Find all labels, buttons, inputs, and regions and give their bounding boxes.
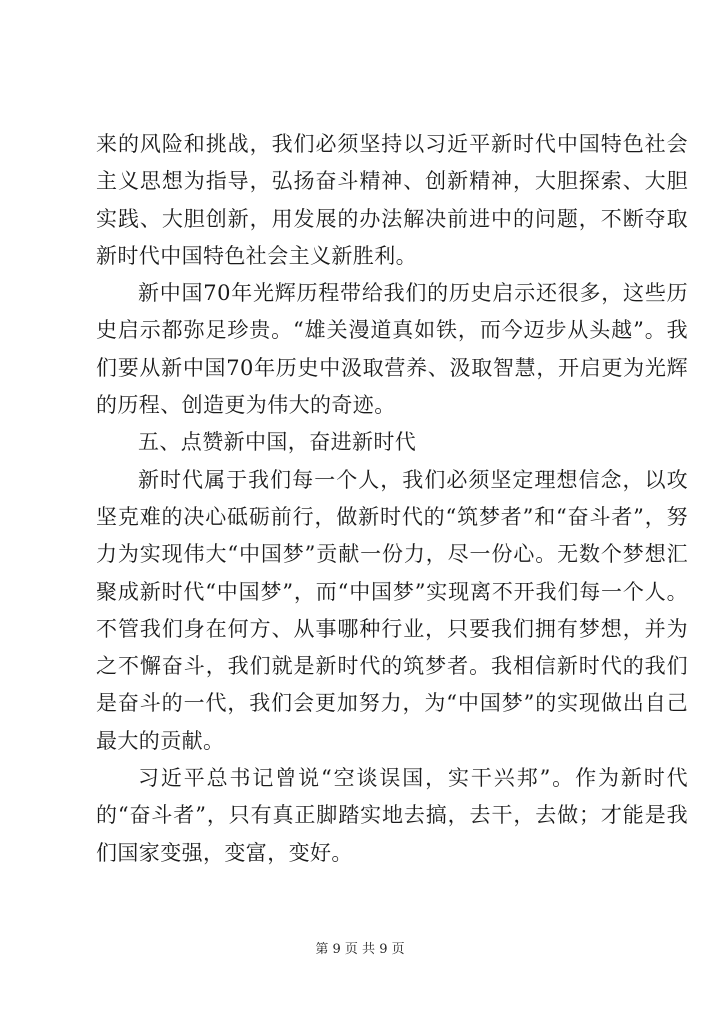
paragraph-1: 来的风险和挑战，我们必须坚持以习近平新时代中国特色社会主义思想为指导，弘扬奋斗精神、创新精神，大胆探索、大胆实践、大胆创新，用发展的办法解决前进中的问题，不断夺取新时代中国特色社会主义新胜利。 xyxy=(96,132,688,268)
paragraph-2: 新中国70年光辉历程带给我们的历史启示还很多，这些历史启示都弥足珍贵。“雄关漫道真如铁，而今迈步从头越”。我们要从新中国70年历史中汲取营养、汲取智慧，开启更为光辉的历程、创造更为伟大的奇迹。 xyxy=(96,281,688,418)
document-body xyxy=(96,126,688,872)
page-number-footer: 第 9 页 共 9 页 xyxy=(315,942,405,957)
paragraph-3: 新时代属于我们每一个人，我们必须坚定理想信念，以攻坚克难的决心砥砺前行，做新时代的“筑梦者”和“奋斗者”，努力为实现伟大“中国梦”贡献一份力，尽一份心。无数个梦想汇聚成新时代“中国梦”，而“中国梦”实现离不开我们每一个人。不管我们身在何方、从事哪种行业，只要我们拥有梦想，并为之不懈奋斗，我们就是新时代的筑梦者。我相信新时代的我们是奋斗的一代，我们会更加努力，为“中国梦”的实现做出自己最大的贡献。 xyxy=(96,467,688,753)
section-heading: 五、点赞新中国，奋进新时代 xyxy=(138,430,417,455)
paragraph-4: 习近平总书记曾说“空谈误国，实干兴邦”。作为新时代的“奋斗者”，只有真正脚踏实地去搞，去干，去做；才能是我们国家变强，变富，变好。 xyxy=(96,766,688,865)
